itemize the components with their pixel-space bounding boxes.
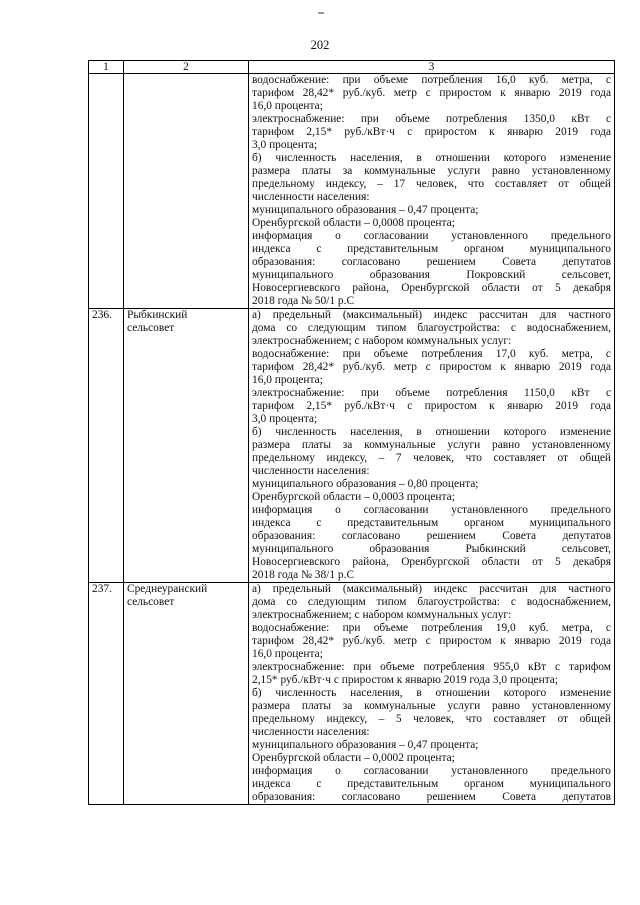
description-line: 16,0 процента;	[252, 100, 323, 112]
description-line: тарифом 28,42* руб./куб. метр с приростом к январю 2019 года	[252, 361, 611, 373]
description-line: Оренбургской области – 0,0008 процента;	[252, 217, 455, 229]
table-row	[89, 583, 615, 805]
description-line: дома со следующим типом благоустройства: с водоснабжением,	[252, 596, 611, 608]
description-line: муниципального образования – 0,47 процента;	[252, 739, 479, 751]
header-cell-1: 1	[89, 61, 124, 74]
entry-number	[89, 74, 124, 309]
description-line: информация о согласовании установленного предельного	[252, 504, 611, 516]
description-line: индекса с представительным органом муниципального	[252, 778, 611, 790]
description-line: 3,0 процента;	[252, 413, 318, 425]
description-line: Оренбургской области – 0,0003 процента;	[252, 491, 455, 503]
description-line: предельному индексу, – 5 человек, что составляет от общей	[252, 713, 611, 725]
description-line: предельному индексу, – 17 человек, что составляет от общей	[252, 178, 611, 190]
description-line: 3,0 процента;	[252, 139, 318, 151]
settlement-name-line: сельсовет	[127, 322, 175, 334]
header-cell-3: 3	[249, 61, 615, 74]
description-line: предельному индексу, – 7 человек, что составляет от общей	[252, 452, 611, 464]
description-line: Новосергиевского района, Оренбургской области от 5 декабря	[252, 556, 611, 568]
description-line: электроснабжение: при объеме потребления 1350,0 кВт с	[252, 113, 611, 125]
index-description	[249, 583, 615, 805]
description-line: образования: согласовано решением Совета депутатов	[252, 256, 611, 268]
description-line: численности населения:	[252, 726, 370, 738]
description-line: Оренбургской области – 0,0002 процента;	[252, 752, 455, 764]
scan-mark	[318, 12, 324, 14]
description-line: численности населения:	[252, 465, 370, 477]
description-line: 2,15* руб./кВт·ч с приростом к январю 2019 года 3,0 процента;	[252, 674, 559, 686]
entry-number-text: 236.	[92, 309, 112, 321]
description-line: тарифом 28,42* руб./куб. метр с приростом к январю 2019 года	[252, 635, 611, 647]
description-line: 16,0 процента;	[252, 374, 323, 386]
description-line: б) численность населения, в отношении которого изменение	[252, 152, 611, 164]
description-line: информация о согласовании установленного предельного	[252, 765, 611, 777]
description-line: водоснабжение: при объеме потребления 16,0 куб. метра, с	[252, 74, 611, 86]
description-line: информация о согласовании установленного предельного	[252, 230, 611, 242]
description-line: муниципального образования Рыбкинский сельсовет,	[252, 543, 611, 555]
description-line: тарифом 2,15* руб./кВт·ч с приростом к январю 2019 года	[252, 126, 611, 138]
description-line: б) численность населения, в отношении которого изменение	[252, 687, 611, 699]
description-line: 16,0 процента;	[252, 648, 323, 660]
description-line: тарифом 28,42* руб./куб. метр с приростом к январю 2019 года	[252, 87, 611, 99]
description-line: тарифом 2,15* руб./кВт·ч с приростом к январю 2019 года	[252, 400, 611, 412]
description-line: муниципального образования – 0,80 процента;	[252, 478, 479, 490]
entry-number	[89, 583, 124, 805]
description-line: образования: согласовано решением Совета депутатов	[252, 530, 611, 542]
table-row	[89, 309, 615, 583]
entry-number-text: 237.	[92, 583, 112, 595]
description-line: численности населения:	[252, 191, 370, 203]
table-header-row	[89, 61, 615, 74]
page-number: 202	[310, 38, 330, 52]
tariff-table	[88, 60, 615, 805]
description-line: размера платы за коммунальные услуги равно установленному	[252, 439, 611, 451]
description-line: муниципального образования – 0,47 процента;	[252, 204, 479, 216]
settlement-name	[124, 309, 249, 583]
description-line: образования: согласовано решением Совета депутатов	[252, 791, 611, 803]
description-line: индекса с представительным органом муниципального	[252, 517, 611, 529]
description-line: 2018 года № 38/1 р.С	[252, 569, 355, 581]
settlement-name-line: Среднеуранский	[127, 583, 208, 595]
description-line: электроснабжением; с набором коммунальных услуг:	[252, 335, 512, 347]
table-row	[89, 74, 615, 309]
description-line: водоснабжение: при объеме потребления 17,0 куб. метра, с	[252, 348, 611, 360]
description-line: электроснабжением; с набором коммунальных услуг:	[252, 609, 512, 621]
description-line: индекса с представительным органом муниципального	[252, 243, 611, 255]
description-line: Новосергиевского района, Оренбургской области от 5 декабря	[252, 282, 611, 294]
description-line: б) численность населения, в отношении которого изменение	[252, 426, 611, 438]
settlement-name	[124, 583, 249, 805]
header-cell-2: 2	[124, 61, 249, 74]
entry-number	[89, 309, 124, 583]
index-description	[249, 309, 615, 583]
settlement-name-line: сельсовет	[127, 596, 175, 608]
description-line: электроснабжение: при объеме потребления 955,0 кВт с тарифом	[252, 661, 611, 673]
description-line: размера платы за коммунальные услуги равно установленному	[252, 165, 611, 177]
description-line: муниципального образования Покровский сельсовет,	[252, 269, 611, 281]
description-line: а) предельный (максимальный) индекс рассчитан для частного	[252, 309, 611, 321]
description-line: дома со следующим типом благоустройства: с водоснабжением,	[252, 322, 611, 334]
description-line: размера платы за коммунальные услуги равно установленному	[252, 700, 611, 712]
description-line: а) предельный (максимальный) индекс рассчитан для частного	[252, 583, 611, 595]
settlement-name	[124, 74, 249, 309]
description-line: водоснабжение: при объеме потребления 19,0 куб. метра, с	[252, 622, 611, 634]
index-description	[249, 74, 615, 309]
description-line: 2018 года № 50/1 р.С	[252, 295, 355, 307]
settlement-name-line: Рыбкинский	[127, 309, 188, 321]
description-line: электроснабжение: при объеме потребления 1150,0 кВт с	[252, 387, 611, 399]
